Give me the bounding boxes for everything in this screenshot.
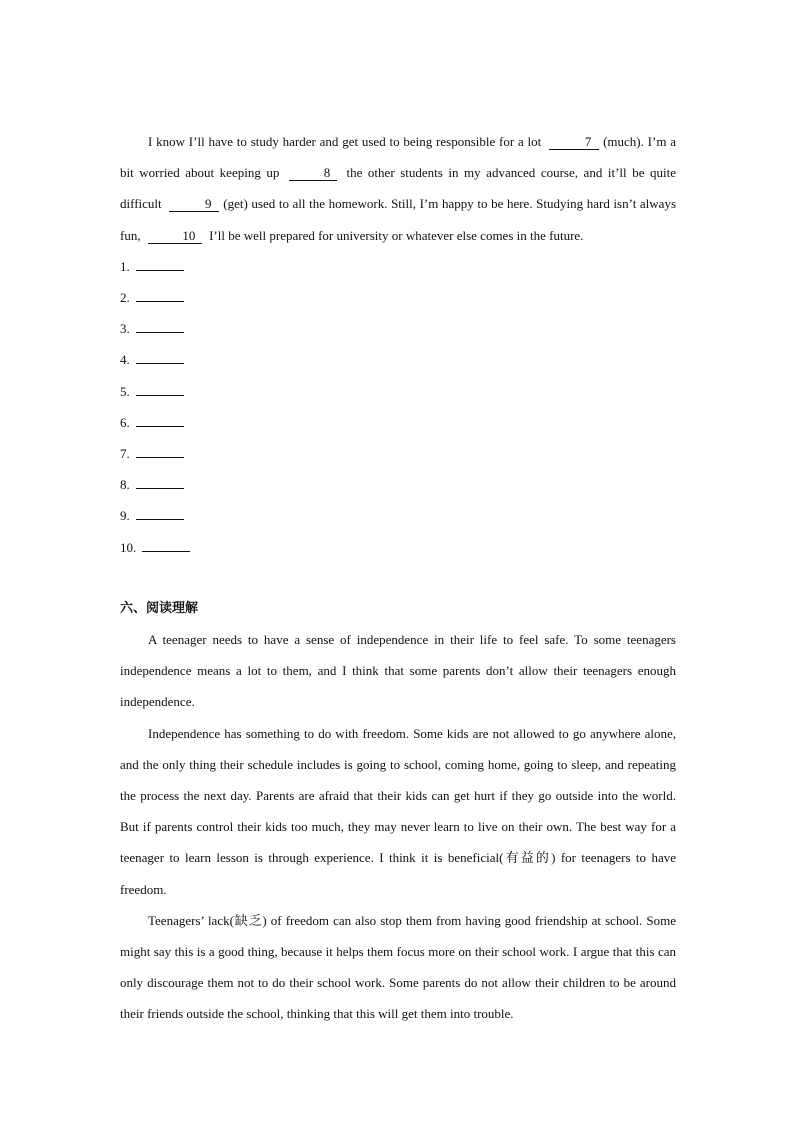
answer-number: 9. [120,508,130,524]
answer-number: 10. [120,539,137,555]
answer-item [120,313,676,344]
answer-item [120,500,676,531]
answer-blank [142,539,190,552]
answer-number: 3. [120,321,130,337]
answer-item [120,438,676,469]
reading-paragraph: Independence has something to do with freedom. Some kids are not allowed to go anywhere alone, and the only thing their schedule includes is going to school, coming home, going to sleep, and repeating the process the next day. Parents are afraid that their kids can get hurt if they go outside into the world. But if parents control their kids too much, they may never learn to live on their own. The best way for a teenager to learn lesson is through experience. I think it is beneficial(有益的) for teenagers to have freedom. [120,725,676,897]
reading-paragraph: A teenager needs to have a sense of independence in their life to feel safe. To some teenagers independence means a lot to them, and I think that some parents don’t allow their teenagers enough independence. [120,631,676,710]
answer-blank [136,289,184,302]
answer-blank [136,476,184,489]
reading-paragraph: Teenagers’ lack(缺乏) of freedom can also stop them from having good friendship at school. Some might say this is a good thing, because it helps them focus more on their school work. I argue that this can only discourage them not to do their school work. Some parents do not allow their children to be around their friends outside the school, thinking that this will get them into trouble. [120,912,676,1022]
cloze-blank-10: 10 [148,229,202,244]
cloze-text: the other students in my advanced course, and it’ll be quite difficult [120,165,677,212]
answer-number: 1. [120,258,130,274]
answer-blank [136,351,184,364]
cloze-blank-7: 7 [549,135,599,150]
cloze-text: (much). I’m a bit worried about keeping up [120,134,676,181]
cloze-blank-8: 8 [289,166,337,181]
answer-blank [136,507,184,520]
answer-blank [136,414,184,427]
answer-item [120,344,676,375]
cloze-paragraph [120,126,676,251]
document-page [120,126,676,1030]
answer-number: 6. [120,414,130,430]
cloze-text: (get) used to all the homework. Still, I’m happy to be here. Studying hard isn’t always fun, [120,196,677,243]
answer-blank [136,258,184,271]
answer-blank [136,383,184,396]
answer-number: 7. [120,445,130,461]
answer-item [120,407,676,438]
answer-number: 2. [120,290,130,305]
cloze-text: I know I’ll have to study harder and get used to being responsible for a lot [148,134,546,149]
answer-item [120,469,676,500]
answer-item [120,282,676,313]
answer-blank [136,445,184,458]
answer-blank [136,320,184,333]
answer-number: 5. [120,383,130,399]
answer-item [120,376,676,407]
answer-number: 8. [120,477,130,493]
answer-list [120,251,676,563]
answer-item [120,251,676,282]
answer-item [120,532,676,563]
cloze-text: I’ll be well prepared for university or whatever else comes in the future. [205,227,584,243]
section-title: 六、阅读理解 [120,600,199,616]
cloze-blank-9: 9 [169,197,219,212]
answer-number: 4. [120,352,130,368]
